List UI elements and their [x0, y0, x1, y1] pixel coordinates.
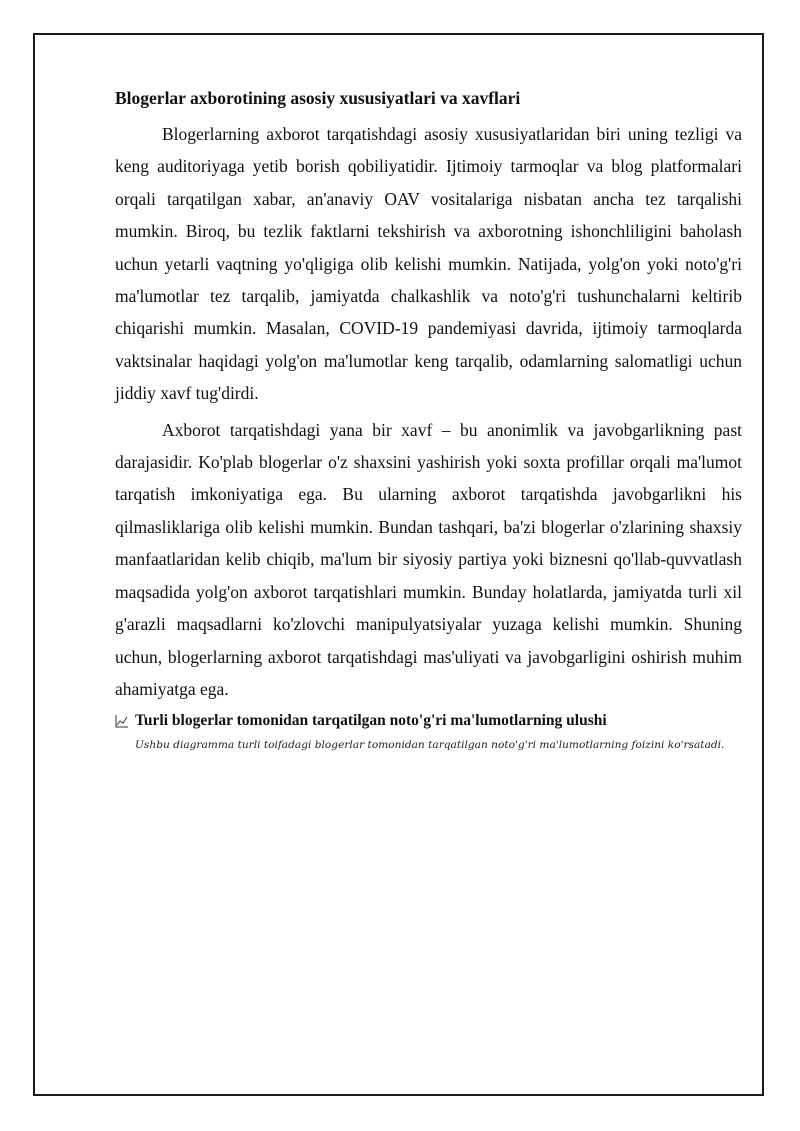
paragraph-1: Blogerlarning axborot tarqatishdagi asosiy xususiyatlaridan biri uning tezligi va keng auditoriyaga yetib borish qobiliyatidir. Ijtimoiy tarmoqlar va blog platformalari orqali tarqatilgan xabar, an'anaviy OAV vositalariga nisbatan ancha tez tarqalishi mumkin. Biroq, bu tezlik faktlarni tekshirish va axborotning ishonchliligini baholash uchun yetarli vaqtning yo'qligiga olib kelishi mumkin. Natijada, yolg'on yoki noto'g'ri ma'lumotlar tez tarqalib, jamiyatda chalkashlik va noto'g'ri tushunchalarni keltirib chiqarishi mumkin. Masalan, COVID-19 pandemiyasi davrida, ijtimoiy tarmoqlarda vaktsinalar haqidagi yolg'on ma'lumotlar keng tarqalib, odamlarning salomatligi uchun jiddiy xavf tug'dirdi.	[115, 124, 742, 404]
chart-caption: Ushbu diagramma turli toifadagi blogerlar tomonidan tarqatilgan noto'g'ri ma'lumotlarning foizini ko'rsatadi.	[135, 739, 725, 752]
paragraph-2: Axborot tarqatishdagi yana bir xavf – bu anonimlik va javobgarlikning past darajasidir. Ko'plab blogerlar o'z shaxsini yashirish yoki soxta profillar orqali ma'lumot tarqatish imkoniyatiga ega. Bu ularning axborot tarqatishda javobgarlikni his qilmasliklariga olib kelishi mumkin. Bundan tashqari, ba'zi blogerlar o'zlarining shaxsiy manfaatlaridan kelib chiqib, ma'lum bir siyosiy partiya yoki biznesni qo'llab-quvvatlash maqsadida yolg'on axborot tarqatishlari mumkin. Bunday holatlarda, jamiyatda turli xil g'arazli maqsadlarni ko'zlovchi manipulyatsiyalar yuzaga kelishi mumkin. Shuning uchun, blogerlarning axborot tarqatishdagi mas'uliyati va javobgarligini oshirish muhim ahamiyatga ega.	[115, 419, 742, 699]
chart-line-icon	[115, 714, 129, 728]
chart-title: Turli blogerlar tomonidan tarqatilgan noto'g'ri ma'lumotlarning ulushi	[135, 712, 607, 730]
document-body	[115, 86, 742, 753]
chart-section	[115, 711, 742, 753]
chart-title-row	[115, 711, 742, 731]
section-heading: Blogerlar axborotining asosiy xususiyatlari va xavflari	[115, 88, 521, 108]
